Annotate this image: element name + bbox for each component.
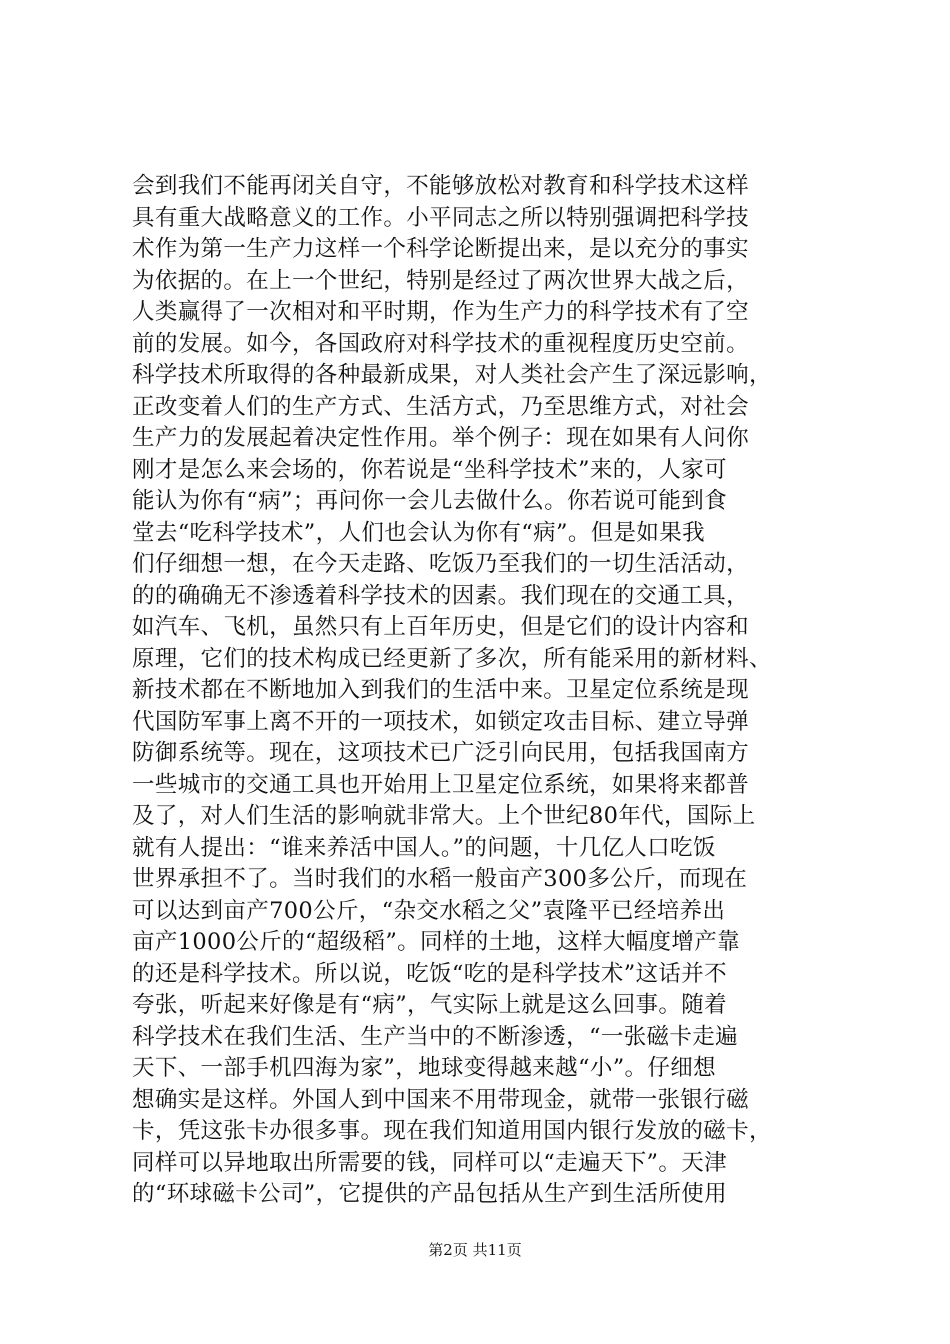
text-line: 原理，它们的技术构成已经更新了多次，所有能采用的新材料、 bbox=[132, 645, 772, 672]
text-line: 人类赢得了一次相对和平时期，作为生产力的科学技术有了空 bbox=[132, 299, 749, 325]
text-line: 的的确确无不渗透着科学技术的因素。我们现在的交通工具， bbox=[132, 582, 749, 609]
text-line: 一些城市的交通工具也开始用上卫星定位系统，如果将来都普 bbox=[132, 771, 749, 798]
text-line: 亩产1000公斤的“超级稻”。同样的土地，这样大幅度增产靠 bbox=[132, 929, 740, 955]
text-line: 代国防军事上离不开的一项技术，如锁定攻击目标、建立导弹 bbox=[132, 708, 749, 735]
text-line: 科学技术在我们生活、生产当中的不断渗透，“一张磁卡走遍 bbox=[132, 1023, 738, 1050]
text-line: 会到我们不能再闭关自守，不能够放松对教育和科学技术这样 bbox=[132, 173, 749, 199]
text-line: 想确实是这样。外国人到中国来不用带现金，就带一张银行磁 bbox=[132, 1086, 749, 1113]
text-line: 术作为第一生产力这样一个科学论断提出来，是以充分的事实 bbox=[132, 236, 749, 262]
body-text bbox=[132, 171, 832, 1211]
text-line: 可以达到亩产700公斤，“杂交水稻之父”袁隆平已经培养出 bbox=[132, 897, 726, 924]
text-line: 科学技术所取得的各种最新成果，对人类社会产生了深远影响， bbox=[132, 362, 772, 388]
text-line: 天下、一部手机四海为家”，地球变得越来越“小”。仔细想 bbox=[132, 1055, 716, 1081]
text-line: 正改变着人们的生产方式、生活方式，乃至思维方式，对社会 bbox=[132, 393, 749, 420]
text-line: 及了，对人们生活的影响就非常大。上个世纪80年代，国际上 bbox=[132, 803, 756, 829]
text-line: 们仔细想一想，在今天走路、吃饭乃至我们的一切生活活动， bbox=[132, 551, 749, 577]
text-line: 为依据的。在上一个世纪，特别是经过了两次世界大战之后， bbox=[132, 267, 749, 294]
text-line: 就有人提出：“谁来养活中国人。”的问题，十几亿人口吃饭 bbox=[132, 834, 716, 861]
text-line: 具有重大战略意义的工作。小平同志之所以特别强调把科学技 bbox=[132, 204, 749, 231]
text-line: 生产力的发展起着决定性作用。举个例子：现在如果有人问你 bbox=[132, 425, 749, 451]
text-line: 的“环球磁卡公司”，它提供的产品包括从生产到生活所使用 bbox=[132, 1181, 727, 1207]
text-line: 同样可以异地取出所需要的钱，同样可以“走遍天下”。天津 bbox=[132, 1149, 727, 1176]
text-line: 前的发展。如今，各国政府对科学技术的重视程度历史空前。 bbox=[132, 330, 749, 357]
page-footer: 第2页 共11页 bbox=[428, 1241, 522, 1259]
text-line: 刚才是怎么来会场的，你若说是“坐科学技术”来的，人家可 bbox=[132, 456, 727, 483]
text-line: 能认为你有“病”；再问你一会儿去做什么。你若说可能到食 bbox=[132, 488, 727, 514]
text-line: 卡，凭这张卡办很多事。现在我们知道用国内银行发放的磁卡， bbox=[132, 1118, 772, 1144]
text-line: 新技术都在不断地加入到我们的生活中来。卫星定位系统是现 bbox=[132, 677, 749, 703]
text-line: 夸张，听起来好像是有“病”，气实际上就是这么回事。随着 bbox=[132, 992, 727, 1018]
text-line: 堂去“吃科学技术”，人们也会认为你有“病”。但是如果我 bbox=[132, 519, 705, 546]
text-line: 如汽车、飞机，虽然只有上百年历史，但是它们的设计内容和 bbox=[132, 614, 749, 640]
text-line: 世界承担不了。当时我们的水稻一般亩产300多公斤，而现在 bbox=[132, 866, 748, 892]
text-line: 防御系统等。现在，这项技术已广泛引向民用，包括我国南方 bbox=[132, 740, 749, 766]
text-line: 的还是科学技术。所以说，吃饭“吃的是科学技术”这话并不 bbox=[132, 960, 727, 987]
